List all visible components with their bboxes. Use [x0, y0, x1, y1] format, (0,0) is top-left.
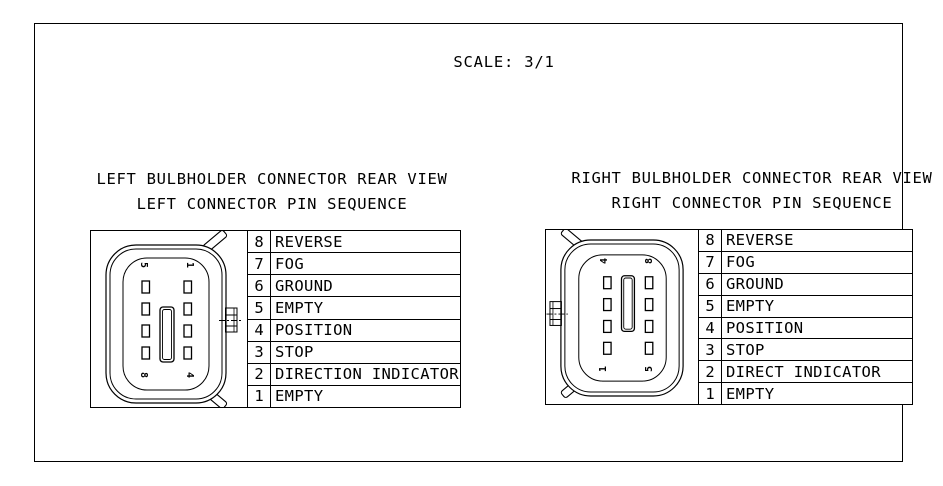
- pin-label-cell: FOG: [726, 253, 756, 272]
- pin-label-cell: EMPTY: [275, 298, 324, 317]
- pin-number-8: 8: [644, 257, 655, 265]
- table-row: [699, 274, 912, 296]
- right-connector-icon: [546, 230, 698, 404]
- connector-outer-outline: [106, 245, 226, 403]
- pin-label-cell: EMPTY: [275, 387, 324, 406]
- pin-number-1: 1: [598, 365, 609, 373]
- pin-number-cell: 3: [699, 339, 722, 360]
- pin-label-cell: DIRECTION INDICATOR: [275, 365, 459, 384]
- right-pinout-block: [545, 229, 913, 405]
- pin-number-cell: 7: [699, 252, 722, 273]
- pin-number-cell: 6: [699, 274, 722, 295]
- table-row: [248, 275, 460, 297]
- pin-number-1: 1: [184, 261, 195, 269]
- left-connector-drawing: [91, 231, 248, 407]
- pin-number-5: 5: [644, 365, 655, 373]
- right-pin-sequence-title: RIGHT CONNECTOR PIN SEQUENCE: [611, 194, 893, 212]
- pin-label-cell: REVERSE: [275, 232, 343, 251]
- pin-number-cell: 5: [248, 297, 271, 318]
- pin-number-5: 5: [138, 261, 149, 269]
- pin-number-cell: 8: [699, 230, 722, 251]
- left-view-title: LEFT BULBHOLDER CONNECTOR REAR VIEW: [96, 170, 448, 188]
- pin-label-cell: DIRECT INDICATOR: [726, 362, 881, 381]
- table-row: [699, 252, 912, 274]
- right-view-title: RIGHT BULBHOLDER CONNECTOR REAR VIEW: [571, 169, 933, 187]
- table-row: [248, 320, 460, 342]
- pin-label-cell: GROUND: [275, 276, 334, 295]
- pin-label-cell: POSITION: [726, 318, 804, 337]
- pin-number-cell: 5: [699, 296, 722, 317]
- pin-number-cell: 4: [699, 318, 722, 339]
- table-row: [248, 364, 460, 386]
- pin-number-cell: 1: [248, 386, 271, 407]
- pin-number-cell: 6: [248, 275, 271, 296]
- table-row: [248, 231, 460, 253]
- pin-label-cell: STOP: [726, 340, 765, 359]
- table-row: [699, 230, 912, 252]
- left-pin-sequence-title: LEFT CONNECTOR PIN SEQUENCE: [136, 195, 408, 213]
- pin-number-cell: 8: [248, 231, 271, 252]
- table-row: [248, 253, 460, 275]
- pin-label-cell: FOG: [275, 254, 305, 273]
- right-pin-table: [699, 230, 912, 404]
- pin-label-cell: REVERSE: [726, 231, 794, 250]
- table-row: [699, 339, 912, 361]
- pin-number-cell: 7: [248, 253, 271, 274]
- pin-number-8: 8: [138, 371, 149, 379]
- pin-number-cell: 1: [699, 383, 722, 404]
- table-row: [699, 296, 912, 318]
- pin-label-cell: GROUND: [726, 275, 785, 294]
- left-pin-table: [248, 231, 460, 407]
- pin-number-cell: 2: [248, 364, 271, 385]
- pin-number-4: 4: [184, 371, 195, 379]
- pin-number-cell: 2: [699, 361, 722, 382]
- pin-label-cell: POSITION: [275, 321, 353, 340]
- table-row: [699, 361, 912, 383]
- drawing-frame: [34, 23, 933, 462]
- pin-label-cell: EMPTY: [726, 297, 775, 316]
- table-row: [699, 383, 912, 404]
- table-row: [248, 297, 460, 319]
- pin-number-cell: 3: [248, 342, 271, 363]
- left-connector-icon: [91, 231, 247, 408]
- pin-number-cell: 4: [248, 320, 271, 341]
- left-pinout-block: [90, 230, 461, 408]
- table-row: [699, 318, 912, 340]
- table-row: [248, 386, 460, 407]
- table-row: [248, 342, 460, 364]
- pin-label-cell: EMPTY: [726, 384, 775, 403]
- pin-number-4: 4: [599, 257, 610, 265]
- pin-label-cell: STOP: [275, 343, 314, 362]
- scale-label: SCALE: 3/1: [453, 53, 555, 71]
- right-connector-drawing: [546, 230, 699, 404]
